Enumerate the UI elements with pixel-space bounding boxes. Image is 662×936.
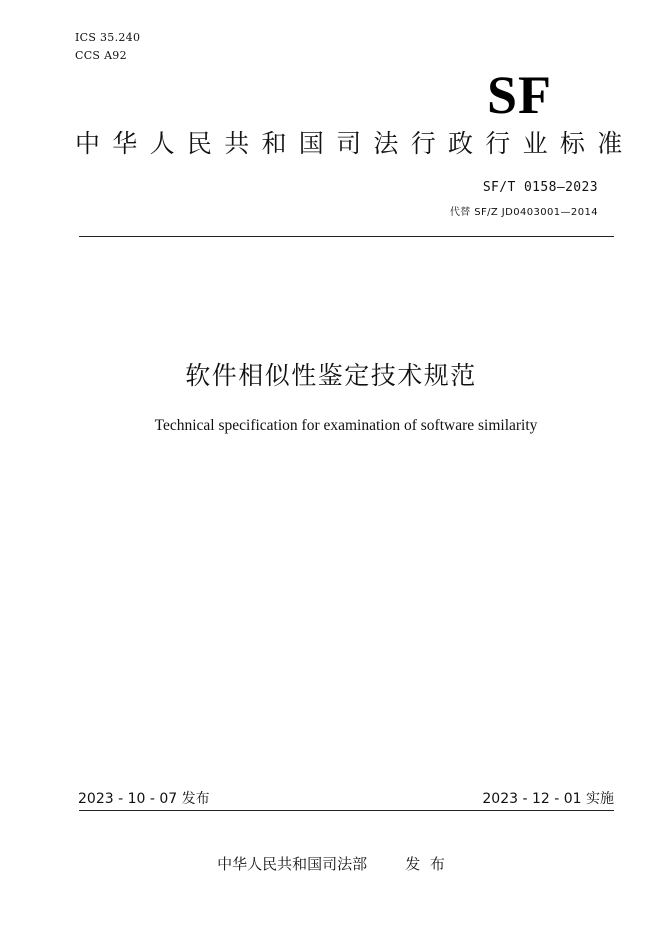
document-title-chinese: 软件相似性鉴定技术规范	[185, 361, 477, 390]
sf-logo: SF	[487, 65, 553, 125]
standard-category-heading: 中华人民共和国司法行政行业标准	[75, 129, 635, 158]
issue-date: 2023 - 10 - 07 发布	[78, 791, 210, 807]
implementation-date: 2023 - 12 - 01 实施	[482, 791, 614, 807]
ics-code: ICS 35.240	[75, 31, 141, 44]
bottom-divider	[79, 810, 614, 811]
publisher: 中华人民共和国司法部 发 布	[217, 855, 445, 873]
standard-number: SF/T 0158—2023	[482, 180, 598, 195]
replaces-standard: 代替 SF/Z JD0403001—2014	[449, 207, 598, 218]
ccs-code: CCS A92	[75, 49, 127, 62]
top-divider	[79, 236, 614, 237]
document-title-english: Technical specification for examination of software similarity	[154, 417, 538, 434]
